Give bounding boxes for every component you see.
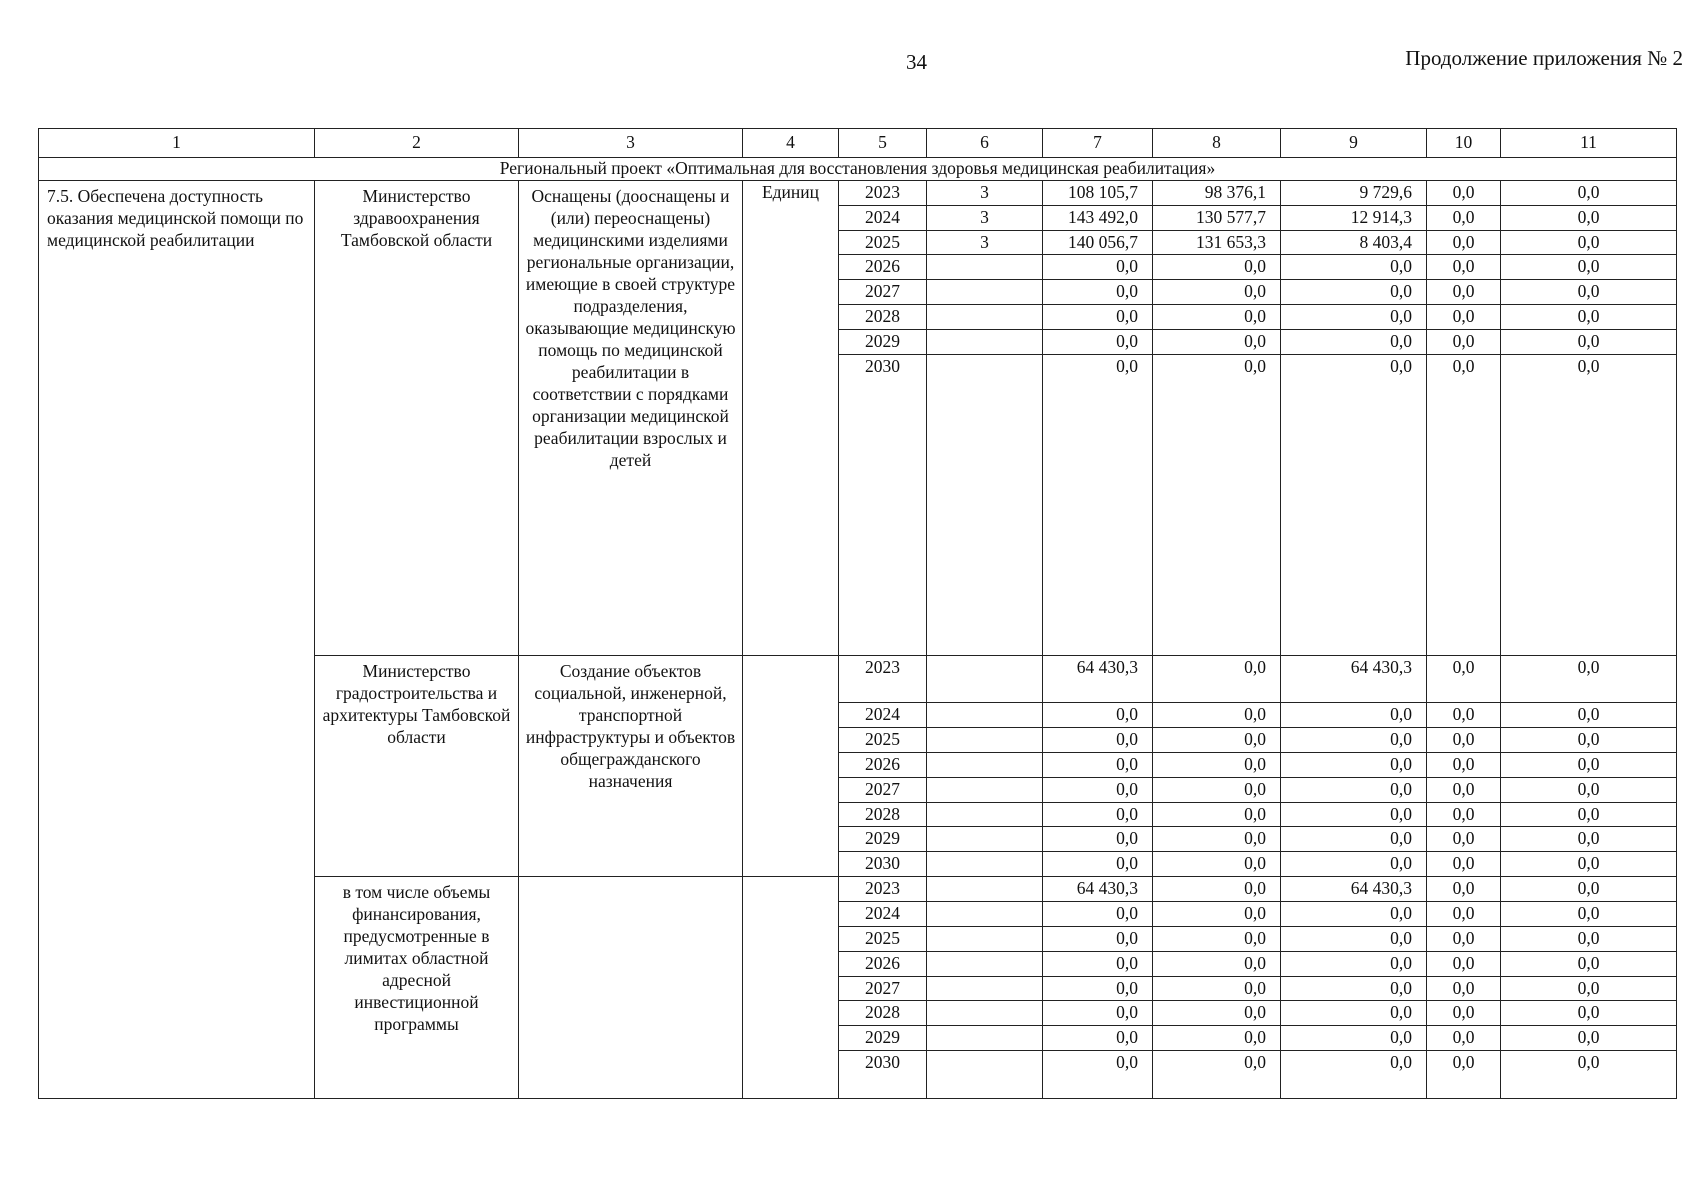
amount-federal-cell: 0,0 [1153, 852, 1281, 877]
amount-local-cell: 0,0 [1427, 655, 1501, 703]
amount-local-cell: 0,0 [1427, 877, 1501, 902]
quantity-cell [927, 877, 1043, 902]
amount-regional-cell: 0,0 [1281, 280, 1427, 305]
amount-total-cell: 0,0 [1043, 330, 1153, 355]
amount-local-cell: 0,0 [1427, 852, 1501, 877]
quantity-cell [927, 901, 1043, 926]
amount-other-cell: 0,0 [1501, 852, 1677, 877]
amount-other-cell: 0,0 [1501, 1001, 1677, 1026]
amount-federal-cell: 0,0 [1153, 901, 1281, 926]
executor-cell: Министерство градостроительства и архитектуры Тамбовской области [315, 655, 519, 877]
amount-total-cell: 0,0 [1043, 1051, 1153, 1099]
amount-other-cell: 0,0 [1501, 280, 1677, 305]
quantity-cell [927, 655, 1043, 703]
amount-federal-cell: 0,0 [1153, 655, 1281, 703]
amount-other-cell: 0,0 [1501, 976, 1677, 1001]
year-cell: 2028 [839, 802, 927, 827]
amount-regional-cell: 0,0 [1281, 255, 1427, 280]
amount-other-cell: 0,0 [1501, 230, 1677, 255]
amount-total-cell: 0,0 [1043, 280, 1153, 305]
quantity-cell [927, 926, 1043, 951]
amount-local-cell: 0,0 [1427, 255, 1501, 280]
continuation-title: Продолжение приложения № 2 [1405, 46, 1683, 70]
amount-regional-cell: 0,0 [1281, 951, 1427, 976]
amount-regional-cell: 0,0 [1281, 1001, 1427, 1026]
amount-local-cell: 0,0 [1427, 1051, 1501, 1099]
year-cell: 2026 [839, 951, 927, 976]
year-cell: 2030 [839, 354, 927, 655]
amount-regional-cell: 0,0 [1281, 354, 1427, 655]
quantity-cell [927, 703, 1043, 728]
amount-regional-cell: 12 914,3 [1281, 205, 1427, 230]
amount-other-cell: 0,0 [1501, 354, 1677, 655]
amount-regional-cell: 0,0 [1281, 926, 1427, 951]
year-cell: 2023 [839, 877, 927, 902]
amount-federal-cell: 0,0 [1153, 330, 1281, 355]
amount-federal-cell: 130 577,7 [1153, 205, 1281, 230]
quantity-cell [927, 852, 1043, 877]
amount-regional-cell: 0,0 [1281, 1026, 1427, 1051]
amount-federal-cell: 98 376,1 [1153, 180, 1281, 205]
amount-federal-cell: 0,0 [1153, 976, 1281, 1001]
year-cell: 2025 [839, 926, 927, 951]
amount-local-cell: 0,0 [1427, 205, 1501, 230]
column-number: 7 [1043, 129, 1153, 158]
amount-total-cell: 64 430,3 [1043, 877, 1153, 902]
project-title-row [39, 158, 1677, 181]
unit-cell [743, 655, 839, 877]
quantity-cell [927, 1051, 1043, 1099]
quantity-cell [927, 1026, 1043, 1051]
year-cell: 2024 [839, 205, 927, 230]
amount-other-cell: 0,0 [1501, 305, 1677, 330]
year-cell: 2026 [839, 255, 927, 280]
amount-local-cell: 0,0 [1427, 802, 1501, 827]
year-cell: 2024 [839, 901, 927, 926]
amount-other-cell: 0,0 [1501, 655, 1677, 703]
column-number: 2 [315, 129, 519, 158]
amount-local-cell: 0,0 [1427, 752, 1501, 777]
year-cell: 2030 [839, 852, 927, 877]
amount-federal-cell: 0,0 [1153, 727, 1281, 752]
amount-other-cell: 0,0 [1501, 1026, 1677, 1051]
amount-federal-cell: 0,0 [1153, 827, 1281, 852]
amount-federal-cell: 0,0 [1153, 777, 1281, 802]
amount-total-cell: 0,0 [1043, 976, 1153, 1001]
amount-total-cell: 140 056,7 [1043, 230, 1153, 255]
year-cell: 2027 [839, 976, 927, 1001]
year-cell: 2029 [839, 330, 927, 355]
amount-other-cell: 0,0 [1501, 1051, 1677, 1099]
amount-other-cell: 0,0 [1501, 752, 1677, 777]
year-cell: 2026 [839, 752, 927, 777]
column-number-row [39, 129, 1677, 158]
amount-other-cell: 0,0 [1501, 205, 1677, 230]
quantity-cell [927, 827, 1043, 852]
amount-local-cell: 0,0 [1427, 330, 1501, 355]
page-number: 34 [906, 50, 927, 74]
amount-local-cell: 0,0 [1427, 180, 1501, 205]
amount-total-cell: 143 492,0 [1043, 205, 1153, 230]
year-cell: 2023 [839, 655, 927, 703]
result-cell: 7.5. Обеспечена доступность оказания медицинской помощи по медицинской реабилитации [39, 180, 315, 1098]
amount-federal-cell: 0,0 [1153, 354, 1281, 655]
year-cell: 2028 [839, 305, 927, 330]
column-number: 10 [1427, 129, 1501, 158]
amount-regional-cell: 0,0 [1281, 727, 1427, 752]
amount-other-cell: 0,0 [1501, 926, 1677, 951]
column-number: 6 [927, 129, 1043, 158]
amount-regional-cell: 9 729,6 [1281, 180, 1427, 205]
amount-local-cell: 0,0 [1427, 777, 1501, 802]
amount-total-cell: 0,0 [1043, 926, 1153, 951]
quantity-cell [927, 354, 1043, 655]
column-number: 1 [39, 129, 315, 158]
amount-regional-cell: 0,0 [1281, 305, 1427, 330]
quantity-cell [927, 752, 1043, 777]
amount-other-cell: 0,0 [1501, 827, 1677, 852]
year-cell: 2027 [839, 777, 927, 802]
quantity-cell: 3 [927, 230, 1043, 255]
amount-regional-cell: 0,0 [1281, 802, 1427, 827]
amount-total-cell: 0,0 [1043, 1026, 1153, 1051]
amount-regional-cell: 64 430,3 [1281, 655, 1427, 703]
amount-other-cell: 0,0 [1501, 255, 1677, 280]
amount-local-cell: 0,0 [1427, 354, 1501, 655]
quantity-cell [927, 802, 1043, 827]
column-number: 8 [1153, 129, 1281, 158]
year-cell: 2030 [839, 1051, 927, 1099]
amount-federal-cell: 0,0 [1153, 703, 1281, 728]
column-number: 11 [1501, 129, 1677, 158]
unit-cell [743, 877, 839, 1099]
amount-other-cell: 0,0 [1501, 951, 1677, 976]
amount-local-cell: 0,0 [1427, 901, 1501, 926]
amount-federal-cell: 0,0 [1153, 802, 1281, 827]
amount-local-cell: 0,0 [1427, 951, 1501, 976]
amount-local-cell: 0,0 [1427, 703, 1501, 728]
column-number: 5 [839, 129, 927, 158]
quantity-cell: 3 [927, 180, 1043, 205]
quantity-cell [927, 280, 1043, 305]
amount-total-cell: 0,0 [1043, 1001, 1153, 1026]
amount-other-cell: 0,0 [1501, 727, 1677, 752]
amount-total-cell: 64 430,3 [1043, 655, 1153, 703]
amount-local-cell: 0,0 [1427, 1026, 1501, 1051]
amount-other-cell: 0,0 [1501, 901, 1677, 926]
amount-other-cell: 0,0 [1501, 802, 1677, 827]
quantity-cell [927, 330, 1043, 355]
amount-federal-cell: 0,0 [1153, 1026, 1281, 1051]
executor-cell: в том числе объемы финансирования, предусмотренные в лимитах областной адресной инвестиционной программы [315, 877, 519, 1099]
amount-other-cell: 0,0 [1501, 877, 1677, 902]
amount-total-cell: 0,0 [1043, 951, 1153, 976]
amount-regional-cell: 0,0 [1281, 827, 1427, 852]
amount-local-cell: 0,0 [1427, 827, 1501, 852]
amount-federal-cell: 0,0 [1153, 951, 1281, 976]
amount-federal-cell: 0,0 [1153, 280, 1281, 305]
amount-local-cell: 0,0 [1427, 727, 1501, 752]
amount-regional-cell: 0,0 [1281, 852, 1427, 877]
quantity-cell [927, 305, 1043, 330]
quantity-cell [927, 255, 1043, 280]
amount-federal-cell: 0,0 [1153, 926, 1281, 951]
column-number: 9 [1281, 129, 1427, 158]
amount-regional-cell: 0,0 [1281, 703, 1427, 728]
event-cell [519, 877, 743, 1099]
amount-total-cell: 0,0 [1043, 255, 1153, 280]
amount-local-cell: 0,0 [1427, 1001, 1501, 1026]
amount-total-cell: 0,0 [1043, 727, 1153, 752]
quantity-cell [927, 976, 1043, 1001]
quantity-cell [927, 951, 1043, 976]
amount-local-cell: 0,0 [1427, 926, 1501, 951]
year-cell: 2024 [839, 703, 927, 728]
amount-federal-cell: 0,0 [1153, 305, 1281, 330]
column-number: 4 [743, 129, 839, 158]
year-cell: 2027 [839, 280, 927, 305]
amount-federal-cell: 131 653,3 [1153, 230, 1281, 255]
amount-federal-cell: 0,0 [1153, 1001, 1281, 1026]
quantity-cell: 3 [927, 205, 1043, 230]
quantity-cell [927, 1001, 1043, 1026]
year-cell: 2025 [839, 230, 927, 255]
amount-regional-cell: 8 403,4 [1281, 230, 1427, 255]
amount-local-cell: 0,0 [1427, 230, 1501, 255]
year-cell: 2025 [839, 727, 927, 752]
year-cell: 2029 [839, 827, 927, 852]
column-number: 3 [519, 129, 743, 158]
amount-total-cell: 108 105,7 [1043, 180, 1153, 205]
amount-total-cell: 0,0 [1043, 305, 1153, 330]
year-cell: 2029 [839, 1026, 927, 1051]
executor-cell: Министерство здравоохранения Тамбовской области [315, 180, 519, 655]
amount-total-cell: 0,0 [1043, 852, 1153, 877]
amount-total-cell: 0,0 [1043, 752, 1153, 777]
amount-other-cell: 0,0 [1501, 703, 1677, 728]
amount-other-cell: 0,0 [1501, 777, 1677, 802]
project-title: Региональный проект «Оптимальная для восстановления здоровья медицинская реабилитация» [39, 158, 1677, 181]
amount-other-cell: 0,0 [1501, 330, 1677, 355]
amount-regional-cell: 0,0 [1281, 330, 1427, 355]
amount-total-cell: 0,0 [1043, 901, 1153, 926]
amount-total-cell: 0,0 [1043, 827, 1153, 852]
amount-other-cell: 0,0 [1501, 180, 1677, 205]
amount-regional-cell: 0,0 [1281, 1051, 1427, 1099]
amount-regional-cell: 64 430,3 [1281, 877, 1427, 902]
amount-federal-cell: 0,0 [1153, 752, 1281, 777]
quantity-cell [927, 727, 1043, 752]
appendix-table [38, 128, 1677, 1099]
amount-federal-cell: 0,0 [1153, 255, 1281, 280]
amount-local-cell: 0,0 [1427, 305, 1501, 330]
unit-cell: Единиц [743, 180, 839, 655]
amount-regional-cell: 0,0 [1281, 752, 1427, 777]
amount-total-cell: 0,0 [1043, 777, 1153, 802]
quantity-cell [927, 777, 1043, 802]
amount-total-cell: 0,0 [1043, 802, 1153, 827]
amount-regional-cell: 0,0 [1281, 976, 1427, 1001]
amount-federal-cell: 0,0 [1153, 877, 1281, 902]
amount-local-cell: 0,0 [1427, 976, 1501, 1001]
table-row [39, 180, 1677, 205]
amount-local-cell: 0,0 [1427, 280, 1501, 305]
amount-total-cell: 0,0 [1043, 703, 1153, 728]
amount-regional-cell: 0,0 [1281, 777, 1427, 802]
year-cell: 2023 [839, 180, 927, 205]
year-cell: 2028 [839, 1001, 927, 1026]
amount-federal-cell: 0,0 [1153, 1051, 1281, 1099]
event-cell: Создание объектов социальной, инженерной, транспортной инфраструктуры и объектов общегражданского назначения [519, 655, 743, 877]
amount-regional-cell: 0,0 [1281, 901, 1427, 926]
event-cell: Оснащены (дооснащены и (или) переоснащены) медицинскими изделиями региональные организации, имеющие в своей структуре подразделения, оказывающие медицинскую помощь по медицинской реабилитации в соответствии с порядками организации медицинской реабилитации взрослых и детей [519, 180, 743, 655]
amount-total-cell: 0,0 [1043, 354, 1153, 655]
